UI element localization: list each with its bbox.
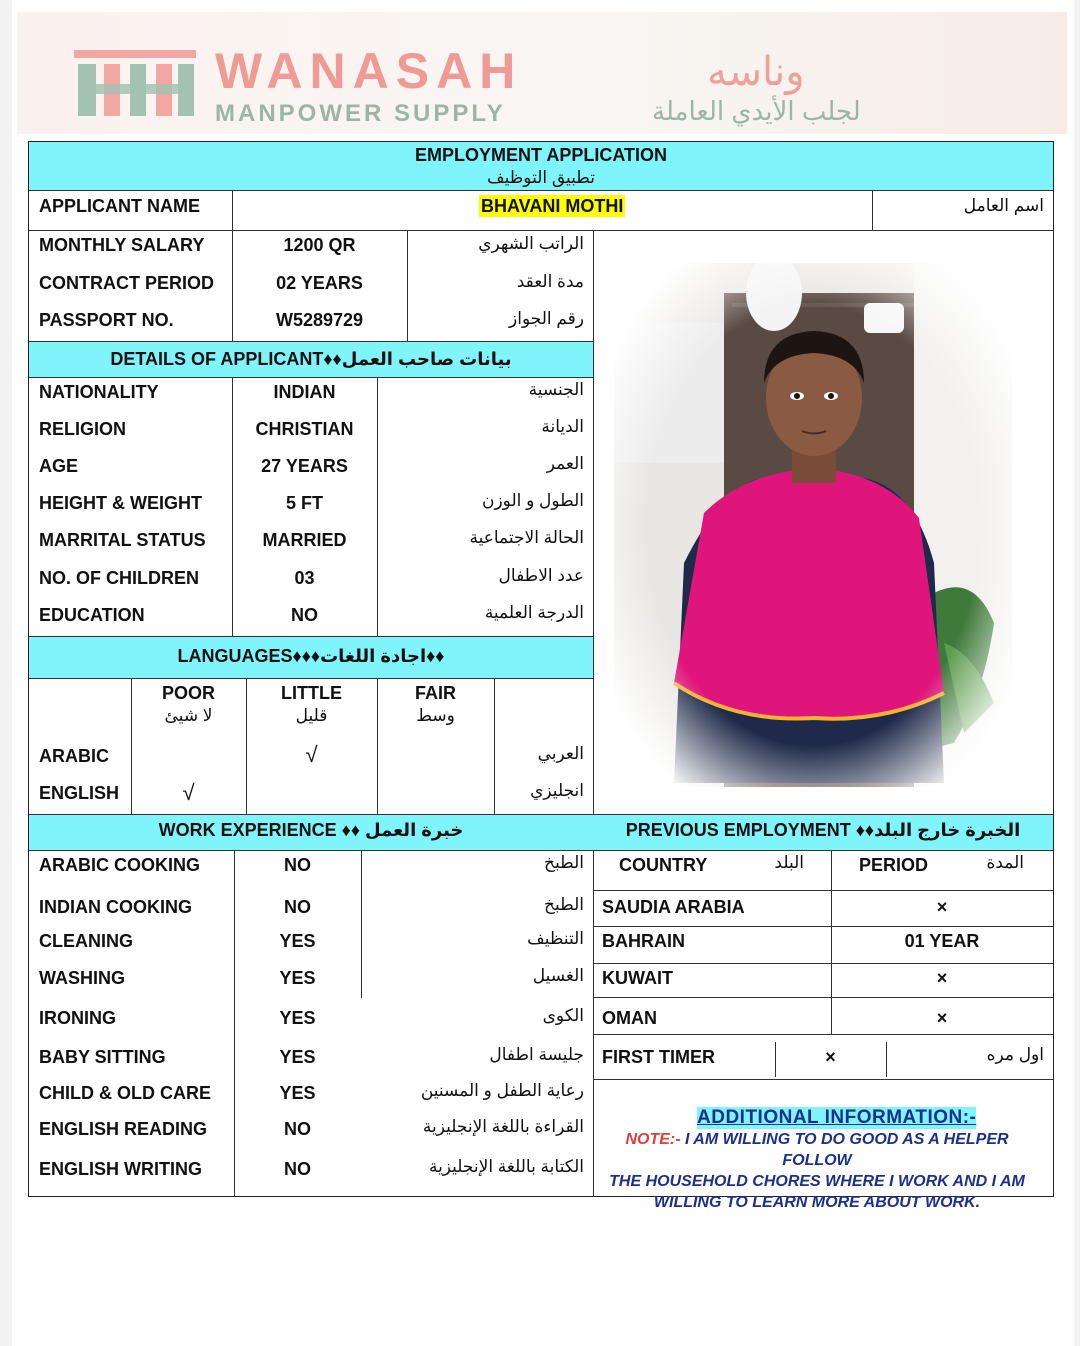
applicant-name-arabic: اسم العامل: [963, 196, 1044, 215]
language-arabic-arabic: العربي: [537, 744, 584, 763]
detail-label: EDUCATION: [39, 605, 145, 625]
country-period: ×: [936, 1008, 948, 1028]
note-line-1: I AM WILLING TO DO GOOD AS A HELPER FOLLOW: [680, 1131, 1009, 1169]
detail-arabic: الطول و الوزن: [481, 491, 584, 510]
experience-label: BABY SITTING: [39, 1047, 166, 1067]
country-name: SAUDIA ARABIA: [602, 897, 745, 917]
applicant-photo: [614, 263, 1012, 787]
detail-value: 03: [294, 568, 315, 588]
language-english-arabic: انجليزي: [530, 781, 584, 800]
country-period: 01 YEAR: [904, 931, 980, 951]
detail-arabic: الحالة الاجتماعية: [469, 528, 584, 547]
country-name: KUWAIT: [602, 968, 673, 988]
experience-arabic: الكتابة باللغة الإنجليزية: [428, 1157, 584, 1176]
first-timer-value: ×: [825, 1047, 836, 1067]
experience-value: YES: [279, 1083, 316, 1103]
work-experience-header: WORK EXPERIENCE ♦♦ خبرة العمل: [158, 820, 464, 840]
brand-subtitle: MANPOWER SUPPLY: [215, 100, 506, 127]
level-fair-arabic: وسط: [416, 706, 455, 725]
detail-value: CHRISTIAN: [255, 419, 354, 439]
experience-label: INDIAN COOKING: [39, 897, 192, 917]
language-english-label: ENGLISH: [39, 783, 120, 803]
passport-no-arabic: رقم الجواز: [509, 309, 584, 328]
note-line-2: THE HOUSEHOLD CHORES WHERE I WORK AND I AM: [609, 1173, 1025, 1190]
experience-value: YES: [279, 931, 316, 951]
level-little-arabic: قليل: [295, 706, 328, 725]
level-fair: FAIR: [414, 683, 456, 703]
company-logo-icon: [74, 50, 196, 120]
country-period: ×: [936, 968, 948, 988]
experience-value: NO: [284, 855, 311, 875]
note-prefix: NOTE:-: [625, 1131, 681, 1148]
language-english-check: √: [182, 780, 195, 805]
form-title-arabic: تطبيق التوظيف: [487, 168, 595, 187]
form-title: EMPLOYMENT APPLICATION: [415, 145, 667, 165]
applicant-name-label: APPLICANT NAME: [39, 196, 200, 216]
contract-period-value: 02 YEARS: [276, 273, 363, 293]
experience-arabic: الطبخ: [544, 853, 584, 872]
experience-arabic: الطبخ: [544, 895, 584, 914]
detail-label: NATIONALITY: [39, 382, 159, 402]
experience-arabic: رعاية الطفل و المسنين: [420, 1081, 584, 1100]
contract-period-arabic: مدة العقد: [516, 272, 584, 291]
experience-label: ENGLISH READING: [39, 1119, 208, 1139]
experience-value: YES: [279, 968, 316, 988]
passport-no-label: PASSPORT NO.: [39, 310, 174, 330]
detail-arabic: العمر: [546, 454, 584, 473]
experience-label: CHILD & OLD CARE: [39, 1083, 211, 1103]
note-line-3: WILLING TO LEARN MORE ABOUT WORK.: [653, 1194, 981, 1211]
detail-arabic: الدرجة العلمية: [484, 603, 584, 622]
country-column-arabic: البلد: [774, 853, 804, 872]
experience-arabic: القراءة باللغة الإنجليزية: [422, 1117, 584, 1136]
brand-subtitle-arabic: لجلب الأيدي العاملة: [652, 96, 861, 126]
detail-value: 27 YEARS: [261, 456, 348, 476]
experience-value: YES: [279, 1008, 316, 1028]
detail-label: RELIGION: [39, 419, 127, 439]
level-poor-arabic: لا شيئ: [164, 706, 213, 725]
brand-name: WANASAH: [215, 43, 523, 99]
language-arabic-check: √: [305, 742, 318, 767]
language-arabic-label: ARABIC: [39, 746, 109, 766]
detail-value: INDIAN: [273, 382, 336, 402]
experience-value: NO: [284, 1119, 311, 1139]
experience-value: NO: [284, 1159, 311, 1179]
experience-label: IRONING: [39, 1008, 117, 1028]
previous-employment-header: PREVIOUS EMPLOYMENT ♦♦الخبرة خارج البلد: [625, 820, 1021, 840]
detail-label: HEIGHT & WEIGHT: [39, 493, 202, 513]
detail-value: NO: [291, 605, 318, 625]
detail-arabic: عدد الاطفال: [498, 566, 584, 585]
experience-label: ARABIC COOKING: [39, 855, 200, 875]
experience-arabic: الكوى: [542, 1006, 584, 1025]
level-poor: POOR: [161, 683, 215, 703]
experience-label: ENGLISH WRITING: [39, 1159, 202, 1179]
brand-name-arabic: وناسه: [707, 50, 805, 94]
details-header: DETAILS OF APPLICANT♦♦بيانات صاحب العمل: [110, 349, 512, 369]
languages-header: LANGUAGES♦♦♦اجادة اللغات♦♦: [177, 646, 445, 666]
country-column-label: COUNTRY: [619, 855, 708, 875]
experience-value: NO: [284, 897, 311, 917]
monthly-salary-value: 1200 QR: [283, 235, 356, 255]
first-timer-label: FIRST TIMER: [602, 1047, 715, 1067]
detail-arabic: الجنسية: [528, 380, 584, 399]
experience-arabic: الغسيل: [532, 966, 584, 985]
country-name: OMAN: [602, 1008, 657, 1028]
monthly-salary-label: MONTHLY SALARY: [39, 235, 205, 255]
country-period: ×: [936, 897, 948, 917]
level-little: LITTLE: [281, 683, 342, 703]
experience-arabic: جليسة اطفال: [489, 1045, 584, 1064]
additional-note: [597, 1129, 1037, 1213]
first-timer-arabic: اول مره: [986, 1045, 1044, 1064]
experience-label: CLEANING: [39, 931, 133, 951]
experience-arabic: التنظيف: [527, 929, 584, 948]
country-name: BAHRAIN: [602, 931, 685, 951]
letterhead: [17, 12, 1067, 134]
detail-label: NO. OF CHILDREN: [39, 568, 199, 588]
applicant-name-value: BHAVANI MOTHI: [481, 196, 624, 216]
detail-label: MARRITAL STATUS: [39, 530, 206, 550]
period-column-arabic: المدة: [986, 853, 1024, 872]
experience-label: WASHING: [39, 968, 126, 988]
passport-no-value: W5289729: [275, 310, 364, 330]
application-page: [12, 0, 1074, 1346]
contract-period-label: CONTRACT PERIOD: [39, 273, 214, 293]
detail-value: 5 FT: [285, 493, 323, 513]
detail-label: AGE: [39, 456, 79, 476]
additional-information-title: ADDITIONAL INFORMATION:-: [697, 1107, 977, 1128]
period-column-label: PERIOD: [859, 855, 929, 875]
monthly-salary-arabic: الراتب الشهري: [478, 234, 584, 253]
applicant-photo-image: [614, 263, 1012, 787]
detail-arabic: الديانة: [541, 417, 584, 436]
experience-value: YES: [279, 1047, 316, 1067]
detail-value: MARRIED: [262, 530, 347, 550]
